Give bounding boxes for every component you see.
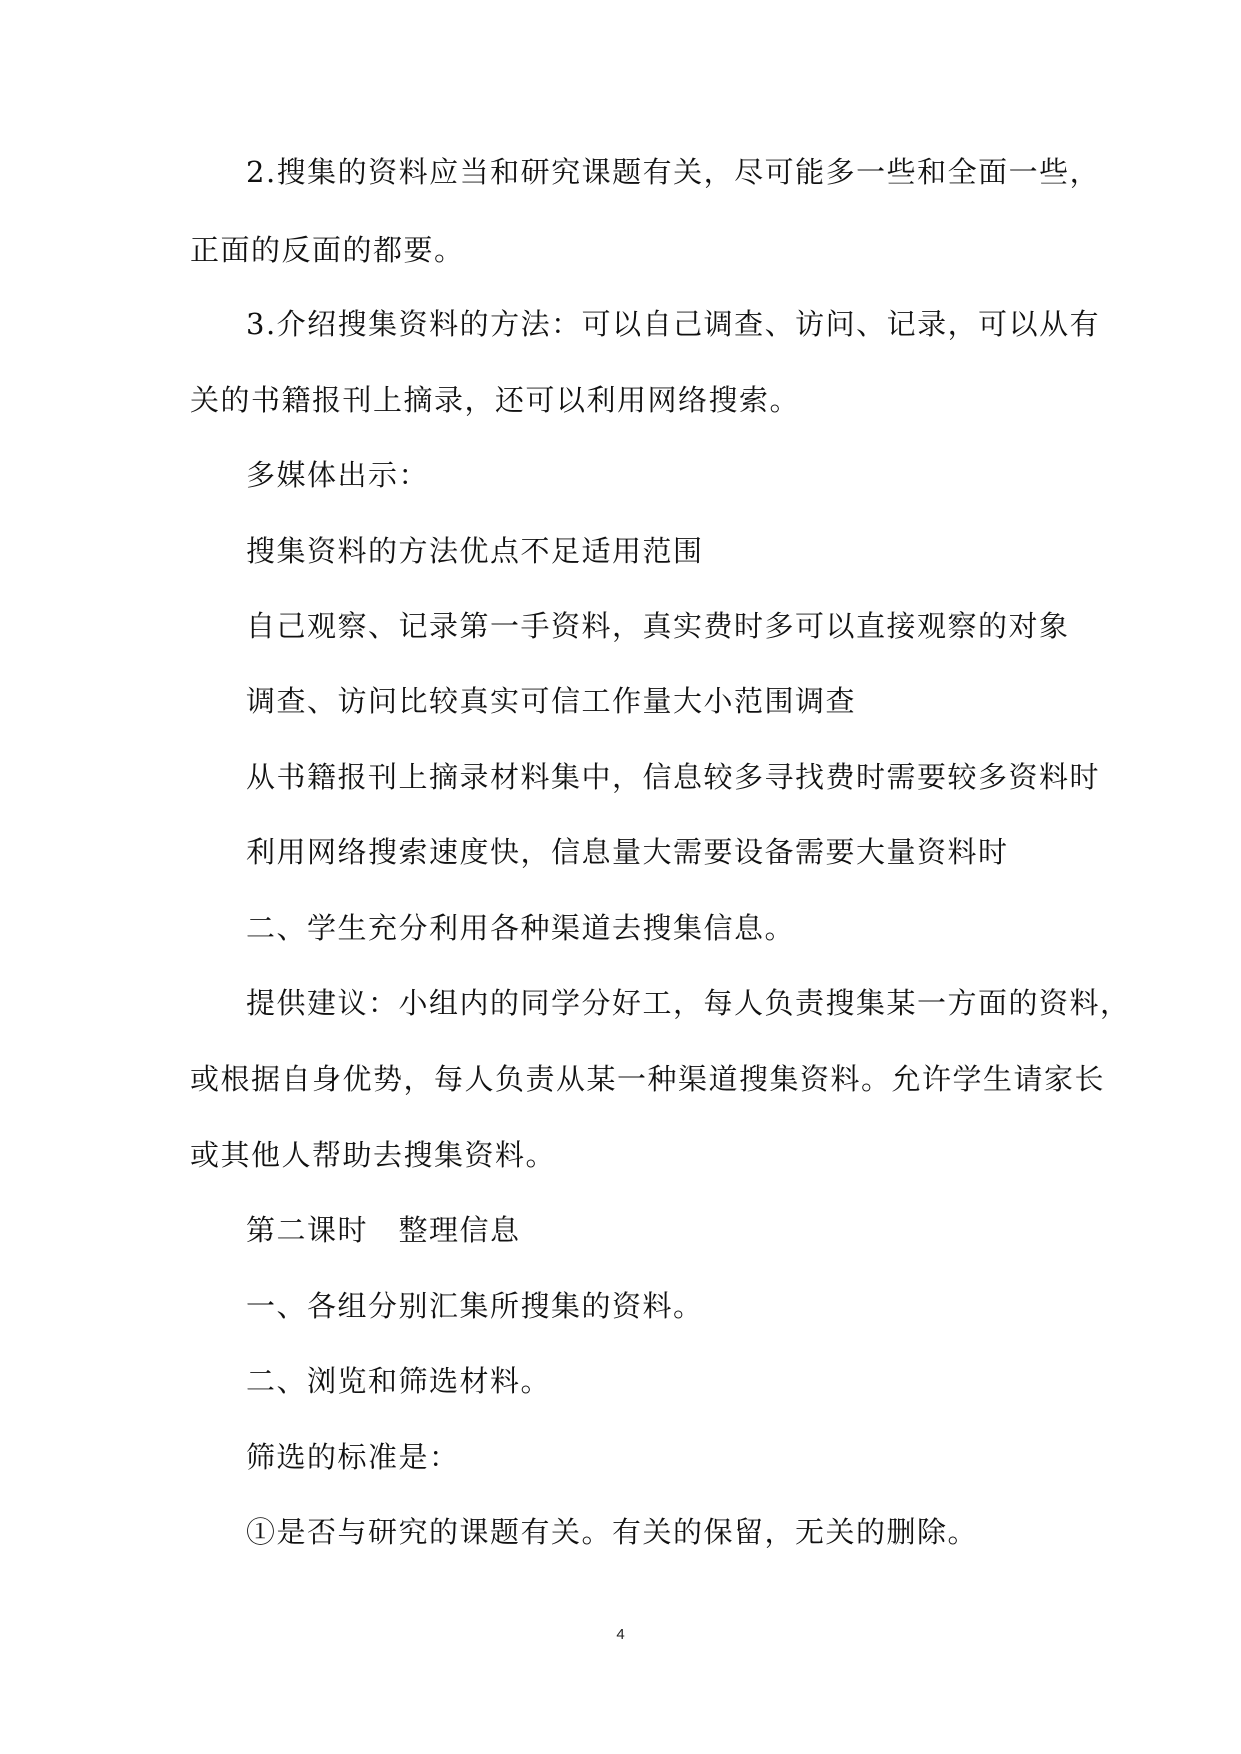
paragraph-line: 2.搜集的资料应当和研究课题有关，尽可能多一些和全面一些， (246, 155, 1101, 189)
paragraph-line: 自己观察、记录第一手资料，真实费时多可以直接观察的对象 (246, 609, 1070, 643)
paragraph-line: 搜集资料的方法优点不足适用范围 (246, 534, 704, 568)
paragraph-line: 多媒体出示： (246, 458, 430, 492)
paragraph-line: 利用网络搜索速度快，信息量大需要设备需要大量资料时 (246, 835, 1009, 869)
paragraph-line: 二、学生充分利用各种渠道去搜集信息。 (246, 911, 796, 945)
paragraph-line: 关的书籍报刊上摘录，还可以利用网络搜索。 (190, 383, 801, 417)
paragraph-line: 或根据自身优势，每人负责从某一种渠道搜集资料。允许学生请家长 (190, 1062, 1106, 1096)
paragraph-line: 一、各组分别汇集所搜集的资料。 (246, 1289, 704, 1323)
paragraph-line: 正面的反面的都要。 (190, 233, 465, 267)
paragraph-line: 或其他人帮助去搜集资料。 (190, 1138, 557, 1172)
paragraph-line: 筛选的标准是： (246, 1440, 460, 1474)
paragraph-line: 调查、访问比较真实可信工作量大小范围调查 (246, 684, 857, 718)
paragraph-line: 二、浏览和筛选材料。 (246, 1364, 552, 1398)
section-heading: 第二课时 整理信息 (246, 1213, 521, 1247)
paragraph-line: ①是否与研究的课题有关。有关的保留，无关的删除。 (246, 1515, 979, 1549)
paragraph-line: 提供建议：小组内的同学分好工，每人负责搜集某一方面的资料， (246, 986, 1131, 1020)
paragraph-line: 从书籍报刊上摘录材料集中，信息较多寻找费时需要较多资料时 (246, 760, 1101, 794)
paragraph-line: 3.介绍搜集资料的方法：可以自己调查、访问、记录，可以从有 (246, 307, 1101, 341)
page-number: 4 (616, 1626, 625, 1643)
